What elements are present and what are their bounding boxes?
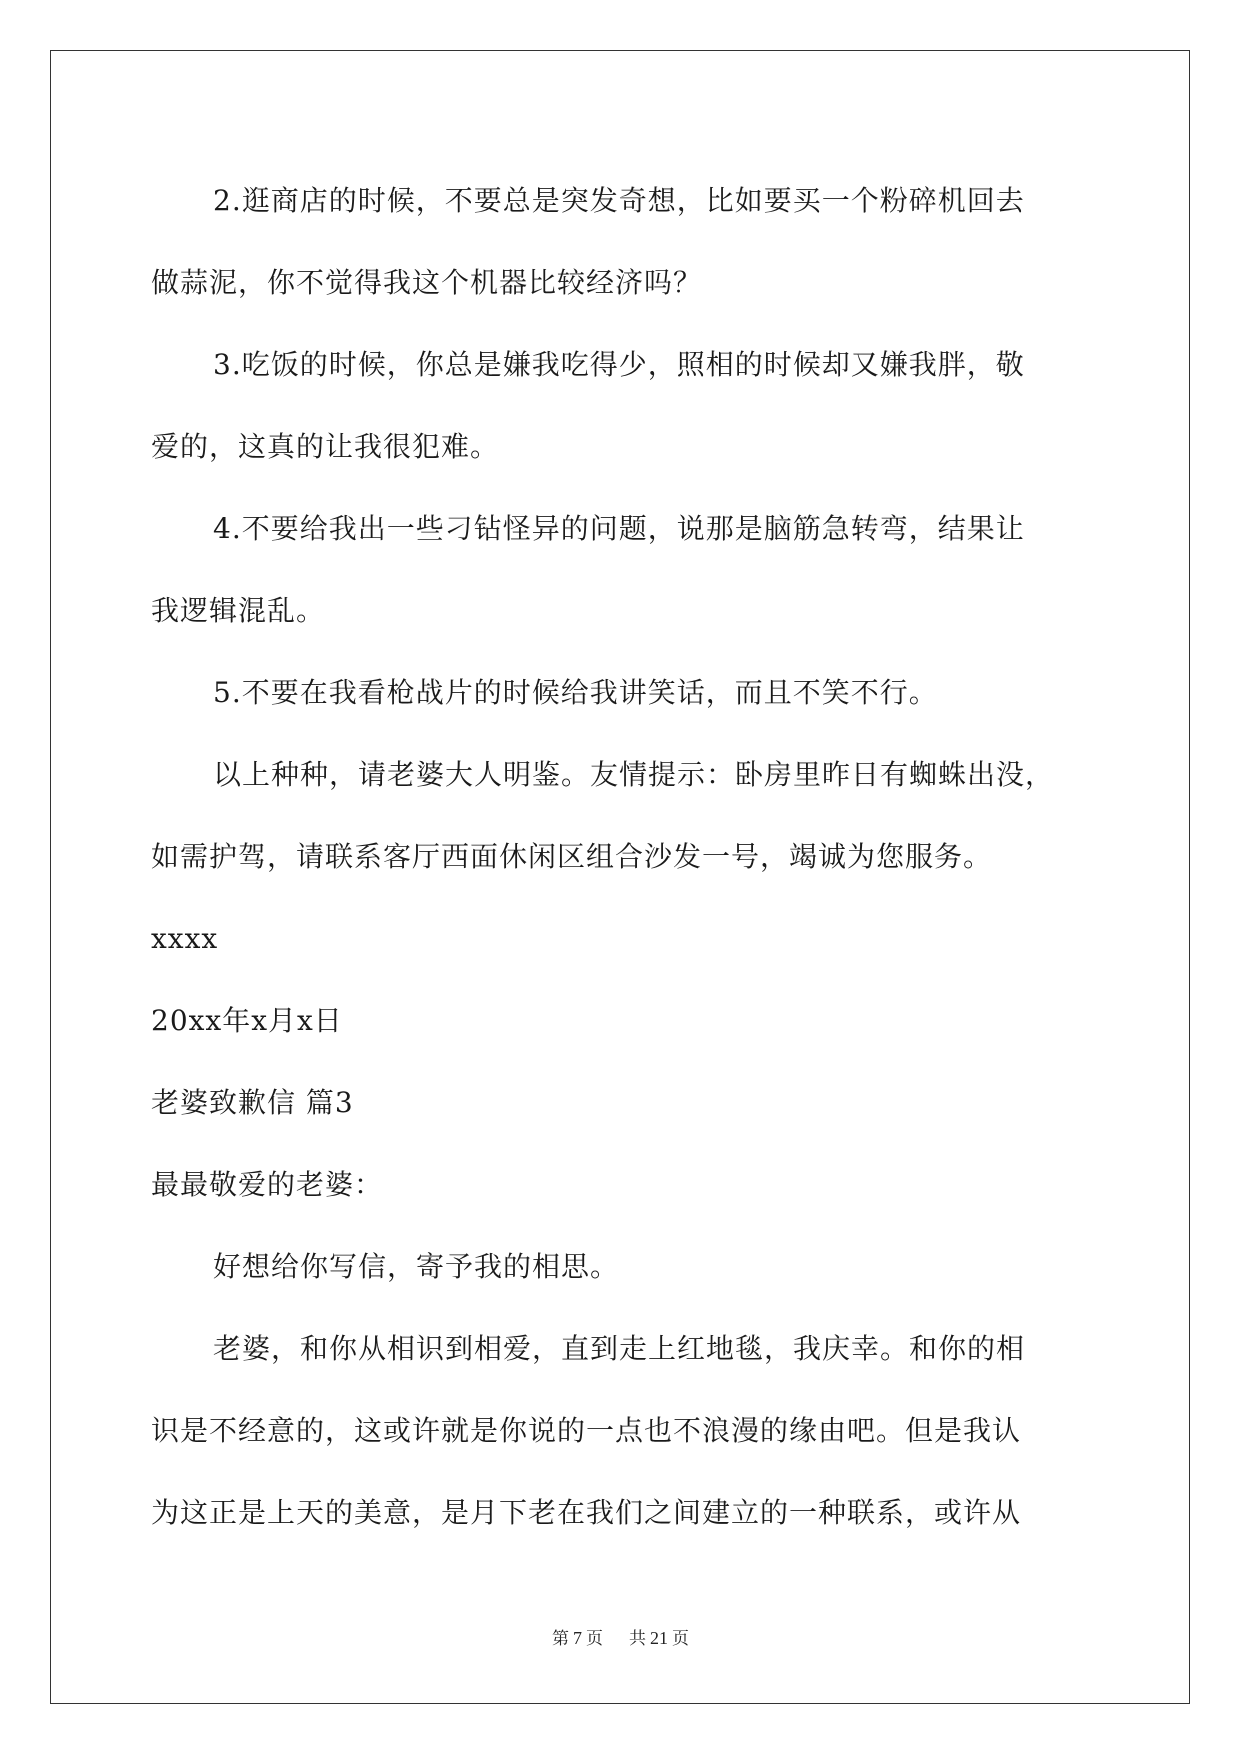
page-footer [0, 1624, 1241, 1649]
signature-name: xxxx [151, 922, 219, 955]
salutation: 最最敬爱的老婆： [151, 1168, 384, 1201]
page-number-prefix: 第 [552, 1629, 569, 1649]
paragraph-line: 好想给你写信，寄予我的相思。 [213, 1250, 620, 1283]
paragraph-line: 5.不要在我看枪战片的时候给我讲笑话，而且不笑不行。 [213, 676, 938, 709]
document-body [151, 160, 1111, 1554]
paragraph-line: 我逻辑混乱。 [151, 594, 326, 627]
page-number-suffix: 页 [586, 1629, 603, 1649]
paragraph-line: 为这正是上天的美意，是月下老在我们之间建立的一种联系，或许从 [151, 1496, 1022, 1529]
paragraph-line: 4.不要给我出一些刁钻怪异的问题，说那是脑筋急转弯，结果让 [213, 512, 1025, 545]
page-total-suffix: 页 [672, 1629, 689, 1649]
paragraph-line: 2.逛商店的时候，不要总是突发奇想，比如要买一个粉碎机回去 [213, 184, 1025, 217]
paragraph-line: 如需护驾，请联系客厅西面休闲区组合沙发一号，竭诚为您服务。 [151, 840, 993, 873]
paragraph-line: 识是不经意的，这或许就是你说的一点也不浪漫的缘由吧。但是我认 [151, 1414, 1022, 1447]
page-total-count: 21 [650, 1628, 668, 1648]
paragraph-line: 做蒜泥，你不觉得我这个机器比较经济吗？ [151, 266, 703, 299]
page-total-prefix: 共 [629, 1629, 646, 1649]
section-title: 老婆致歉信 篇3 [151, 1086, 354, 1119]
paragraph-line: 以上种种，请老婆大人明鉴。友情提示：卧房里昨日有蜘蛛出没， [213, 758, 1055, 791]
paragraph-line: 老婆，和你从相识到相爱，直到走上红地毯，我庆幸。和你的相 [213, 1332, 1026, 1365]
signature-date: 20xx年x月x日 [151, 1004, 343, 1037]
paragraph-line: 3.吃饭的时候，你总是嫌我吃得少，照相的时候却又嫌我胖，敬 [213, 348, 1025, 381]
page-number-current: 7 [573, 1628, 582, 1648]
paragraph-line: 爱的，这真的让我很犯难。 [151, 430, 500, 463]
